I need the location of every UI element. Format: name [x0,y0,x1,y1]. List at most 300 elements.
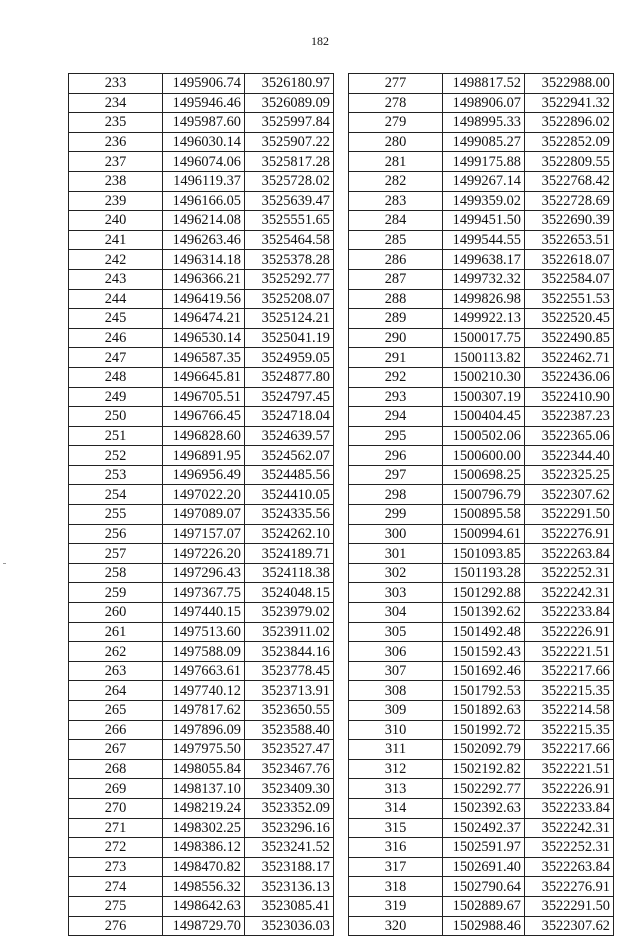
point-number-cell: 296 [349,446,443,466]
y-coordinate-cell: 3522896.02 [525,113,614,133]
y-coordinate-cell: 3524797.45 [245,387,334,407]
x-coordinate-cell: 1498729.70 [163,916,245,936]
x-coordinate-cell: 1502292.77 [443,779,525,799]
y-coordinate-cell: 3523188.17 [245,857,334,877]
x-coordinate-cell: 1502691.40 [443,857,525,877]
x-coordinate-cell: 1501692.46 [443,661,525,681]
x-coordinate-cell: 1497022.20 [163,485,245,505]
x-coordinate-cell: 1498642.63 [163,896,245,916]
table-row [69,563,334,583]
table-row [69,191,334,211]
y-coordinate-cell: 3525378.28 [245,250,334,270]
point-number-cell: 283 [349,191,443,211]
table-row [69,446,334,466]
x-coordinate-cell: 1497817.62 [163,701,245,721]
y-coordinate-cell: 3524485.56 [245,465,334,485]
table-row [349,367,614,387]
table-row [69,289,334,309]
point-number-cell: 257 [69,544,163,564]
y-coordinate-cell: 3522387.23 [525,407,614,427]
x-coordinate-cell: 1500404.45 [443,407,525,427]
table-row [69,152,334,172]
table-row [69,426,334,446]
x-coordinate-cell: 1496263.46 [163,230,245,250]
y-coordinate-cell: 3524959.05 [245,348,334,368]
x-coordinate-cell: 1501492.48 [443,622,525,642]
point-number-cell: 274 [69,877,163,897]
table-row [69,603,334,623]
y-coordinate-cell: 3524189.71 [245,544,334,564]
point-number-cell: 294 [349,407,443,427]
x-coordinate-cell: 1501592.43 [443,642,525,662]
x-coordinate-cell: 1502092.79 [443,740,525,760]
y-coordinate-cell: 3523650.55 [245,701,334,721]
y-coordinate-cell: 3524262.10 [245,524,334,544]
y-coordinate-cell: 3524118.38 [245,563,334,583]
table-row [349,701,614,721]
table-row [349,485,614,505]
point-number-cell: 281 [349,152,443,172]
point-number-cell: 269 [69,779,163,799]
x-coordinate-cell: 1496474.21 [163,309,245,329]
x-coordinate-cell: 1496530.14 [163,328,245,348]
x-coordinate-cell: 1496074.06 [163,152,245,172]
y-coordinate-cell: 3525292.77 [245,269,334,289]
y-coordinate-cell: 3522226.91 [525,779,614,799]
x-coordinate-cell: 1502988.46 [443,916,525,936]
table-row [349,328,614,348]
x-coordinate-cell: 1502192.82 [443,759,525,779]
table-row [69,250,334,270]
point-number-cell: 244 [69,289,163,309]
point-number-cell: 258 [69,563,163,583]
x-coordinate-cell: 1499922.13 [443,309,525,329]
point-number-cell: 318 [349,877,443,897]
table-row [69,701,334,721]
table-row [349,622,614,642]
x-coordinate-cell: 1497975.50 [163,740,245,760]
x-coordinate-cell: 1501992.72 [443,720,525,740]
point-number-cell: 266 [69,720,163,740]
table-row [349,465,614,485]
y-coordinate-cell: 3525817.28 [245,152,334,172]
point-number-cell: 311 [349,740,443,760]
y-coordinate-cell: 3522436.06 [525,367,614,387]
point-number-cell: 247 [69,348,163,368]
point-number-cell: 313 [349,779,443,799]
point-number-cell: 312 [349,759,443,779]
table-row [349,74,614,94]
y-coordinate-cell: 3523844.16 [245,642,334,662]
table-row [349,446,614,466]
y-coordinate-cell: 3522410.90 [525,387,614,407]
x-coordinate-cell: 1497296.43 [163,563,245,583]
y-coordinate-cell: 3522852.09 [525,132,614,152]
y-coordinate-cell: 3522263.84 [525,544,614,564]
y-coordinate-cell: 3522768.42 [525,171,614,191]
table-row [349,877,614,897]
table-row [69,838,334,858]
point-number-cell: 306 [349,642,443,662]
point-number-cell: 262 [69,642,163,662]
x-coordinate-cell: 1500698.25 [443,465,525,485]
x-coordinate-cell: 1495946.46 [163,93,245,113]
table-row [349,759,614,779]
point-number-cell: 267 [69,740,163,760]
point-number-cell: 265 [69,701,163,721]
point-number-cell: 295 [349,426,443,446]
x-coordinate-cell: 1496214.08 [163,211,245,231]
x-coordinate-cell: 1499544.55 [443,230,525,250]
point-number-cell: 270 [69,798,163,818]
y-coordinate-cell: 3522221.51 [525,642,614,662]
y-coordinate-cell: 3522276.91 [525,524,614,544]
table-row [69,798,334,818]
y-coordinate-cell: 3522221.51 [525,759,614,779]
point-number-cell: 303 [349,583,443,603]
table-row [349,230,614,250]
y-coordinate-cell: 3522291.50 [525,896,614,916]
point-number-cell: 301 [349,544,443,564]
point-number-cell: 319 [349,896,443,916]
y-coordinate-cell: 3522941.32 [525,93,614,113]
y-coordinate-cell: 3524877.80 [245,367,334,387]
x-coordinate-cell: 1496419.56 [163,289,245,309]
table-row [349,838,614,858]
y-coordinate-cell: 3526180.97 [245,74,334,94]
y-coordinate-cell: 3525728.02 [245,171,334,191]
x-coordinate-cell: 1497440.15 [163,603,245,623]
y-coordinate-cell: 3522551.53 [525,289,614,309]
point-number-cell: 233 [69,74,163,94]
point-number-cell: 273 [69,857,163,877]
point-number-cell: 305 [349,622,443,642]
y-coordinate-cell: 3522988.00 [525,74,614,94]
table-row [69,779,334,799]
table-row [69,132,334,152]
table-row [349,740,614,760]
y-coordinate-cell: 3525551.65 [245,211,334,231]
x-coordinate-cell: 1498386.12 [163,838,245,858]
x-coordinate-cell: 1496119.37 [163,171,245,191]
table-row [69,877,334,897]
x-coordinate-cell: 1502492.37 [443,818,525,838]
x-coordinate-cell: 1499451.50 [443,211,525,231]
table-row [69,269,334,289]
y-coordinate-cell: 3523588.40 [245,720,334,740]
point-number-cell: 240 [69,211,163,231]
table-row [69,681,334,701]
table-row [69,661,334,681]
table-row [349,250,614,270]
table-row [349,113,614,133]
point-number-cell: 279 [349,113,443,133]
table-row [349,798,614,818]
x-coordinate-cell: 1496166.05 [163,191,245,211]
point-number-cell: 237 [69,152,163,172]
y-coordinate-cell: 3523296.16 [245,818,334,838]
table-row [349,132,614,152]
y-coordinate-cell: 3522242.31 [525,583,614,603]
y-coordinate-cell: 3525041.19 [245,328,334,348]
point-number-cell: 243 [69,269,163,289]
point-number-cell: 251 [69,426,163,446]
table-row [69,485,334,505]
point-number-cell: 298 [349,485,443,505]
x-coordinate-cell: 1500113.82 [443,348,525,368]
point-number-cell: 272 [69,838,163,858]
y-coordinate-cell: 3525907.22 [245,132,334,152]
point-number-cell: 316 [349,838,443,858]
table-row [69,740,334,760]
point-number-cell: 254 [69,485,163,505]
point-number-cell: 304 [349,603,443,623]
y-coordinate-cell: 3524410.05 [245,485,334,505]
x-coordinate-cell: 1495987.60 [163,113,245,133]
point-number-cell: 284 [349,211,443,231]
table-row [69,465,334,485]
table-row [349,681,614,701]
y-coordinate-cell: 3525464.58 [245,230,334,250]
point-number-cell: 278 [349,93,443,113]
point-number-cell: 241 [69,230,163,250]
table-row [349,896,614,916]
y-coordinate-cell: 3525208.07 [245,289,334,309]
point-number-cell: 299 [349,505,443,525]
y-coordinate-cell: 3523352.09 [245,798,334,818]
point-number-cell: 268 [69,759,163,779]
y-coordinate-cell: 3523778.45 [245,661,334,681]
table-row [69,583,334,603]
table-row [69,74,334,94]
point-number-cell: 280 [349,132,443,152]
y-coordinate-cell: 3523527.47 [245,740,334,760]
y-coordinate-cell: 3522233.84 [525,603,614,623]
y-coordinate-cell: 3522252.31 [525,563,614,583]
y-coordinate-cell: 3522653.51 [525,230,614,250]
point-number-cell: 290 [349,328,443,348]
point-number-cell: 263 [69,661,163,681]
x-coordinate-cell: 1502591.97 [443,838,525,858]
y-coordinate-cell: 3522215.35 [525,681,614,701]
y-coordinate-cell: 3522618.07 [525,250,614,270]
table-row [69,896,334,916]
x-coordinate-cell: 1499732.32 [443,269,525,289]
point-number-cell: 302 [349,563,443,583]
coordinate-table-left [68,73,334,936]
y-coordinate-cell: 3522307.62 [525,916,614,936]
x-coordinate-cell: 1499175.88 [443,152,525,172]
y-coordinate-cell: 3522242.31 [525,818,614,838]
x-coordinate-cell: 1499826.98 [443,289,525,309]
point-number-cell: 285 [349,230,443,250]
x-coordinate-cell: 1499085.27 [443,132,525,152]
point-number-cell: 276 [69,916,163,936]
table-row [69,759,334,779]
point-number-cell: 307 [349,661,443,681]
x-coordinate-cell: 1502790.64 [443,877,525,897]
table-row [69,309,334,329]
point-number-cell: 235 [69,113,163,133]
x-coordinate-cell: 1496956.49 [163,465,245,485]
y-coordinate-cell: 3523409.30 [245,779,334,799]
x-coordinate-cell: 1500600.00 [443,446,525,466]
x-coordinate-cell: 1498055.84 [163,759,245,779]
point-number-cell: 293 [349,387,443,407]
x-coordinate-cell: 1497089.07 [163,505,245,525]
table-row [349,171,614,191]
point-number-cell: 308 [349,681,443,701]
y-coordinate-cell: 3522215.35 [525,720,614,740]
table-row [69,818,334,838]
x-coordinate-cell: 1501193.28 [443,563,525,583]
x-coordinate-cell: 1500994.61 [443,524,525,544]
point-number-cell: 246 [69,328,163,348]
y-coordinate-cell: 3524048.15 [245,583,334,603]
table-row [69,916,334,936]
x-coordinate-cell: 1498470.82 [163,857,245,877]
table-row [69,348,334,368]
x-coordinate-cell: 1498817.52 [443,74,525,94]
point-number-cell: 315 [349,818,443,838]
table-row [349,309,614,329]
table-row [349,524,614,544]
point-number-cell: 256 [69,524,163,544]
coordinate-table-right [348,73,614,936]
x-coordinate-cell: 1500017.75 [443,328,525,348]
y-coordinate-cell: 3525997.84 [245,113,334,133]
table-row [349,348,614,368]
y-coordinate-cell: 3522490.85 [525,328,614,348]
y-coordinate-cell: 3522690.39 [525,211,614,231]
y-coordinate-cell: 3524718.04 [245,407,334,427]
table-row [69,387,334,407]
x-coordinate-cell: 1498556.32 [163,877,245,897]
y-coordinate-cell: 3522728.69 [525,191,614,211]
point-number-cell: 310 [349,720,443,740]
point-number-cell: 289 [349,309,443,329]
table-row [69,407,334,427]
x-coordinate-cell: 1496587.35 [163,348,245,368]
point-number-cell: 234 [69,93,163,113]
x-coordinate-cell: 1501792.53 [443,681,525,701]
x-coordinate-cell: 1497663.61 [163,661,245,681]
table-row [69,524,334,544]
y-coordinate-cell: 3522462.71 [525,348,614,368]
table-row [349,505,614,525]
table-row [349,544,614,564]
table-row [69,367,334,387]
x-coordinate-cell: 1497588.09 [163,642,245,662]
table-row [349,720,614,740]
x-coordinate-cell: 1496828.60 [163,426,245,446]
y-coordinate-cell: 3524335.56 [245,505,334,525]
x-coordinate-cell: 1496645.81 [163,367,245,387]
x-coordinate-cell: 1497226.20 [163,544,245,564]
y-coordinate-cell: 3522217.66 [525,661,614,681]
x-coordinate-cell: 1500307.19 [443,387,525,407]
x-coordinate-cell: 1499359.02 [443,191,525,211]
table-row [349,603,614,623]
table-row [69,622,334,642]
table-row [349,211,614,231]
point-number-cell: 250 [69,407,163,427]
table-row [69,505,334,525]
y-coordinate-cell: 3522252.31 [525,838,614,858]
y-coordinate-cell: 3522325.25 [525,465,614,485]
y-coordinate-cell: 3526089.09 [245,93,334,113]
y-coordinate-cell: 3524562.07 [245,446,334,466]
table-row [69,857,334,877]
x-coordinate-cell: 1501093.85 [443,544,525,564]
table-row [69,720,334,740]
table-row [349,191,614,211]
x-coordinate-cell: 1496366.21 [163,269,245,289]
x-coordinate-cell: 1498995.33 [443,113,525,133]
y-coordinate-cell: 3522276.91 [525,877,614,897]
point-number-cell: 282 [349,171,443,191]
table-row [349,289,614,309]
table-row [69,230,334,250]
x-coordinate-cell: 1497513.60 [163,622,245,642]
point-number-cell: 252 [69,446,163,466]
table-row [349,818,614,838]
table-row [69,171,334,191]
point-number-cell: 260 [69,603,163,623]
point-number-cell: 286 [349,250,443,270]
point-number-cell: 300 [349,524,443,544]
point-number-cell: 297 [349,465,443,485]
point-number-cell: 259 [69,583,163,603]
table-row [349,916,614,936]
y-coordinate-cell: 3522344.40 [525,446,614,466]
y-coordinate-cell: 3523036.03 [245,916,334,936]
point-number-cell: 255 [69,505,163,525]
x-coordinate-cell: 1501392.62 [443,603,525,623]
x-coordinate-cell: 1500895.58 [443,505,525,525]
point-number-cell: 314 [349,798,443,818]
x-coordinate-cell: 1502392.63 [443,798,525,818]
x-coordinate-cell: 1497740.12 [163,681,245,701]
x-coordinate-cell: 1496030.14 [163,132,245,152]
point-number-cell: 253 [69,465,163,485]
table-row [69,544,334,564]
x-coordinate-cell: 1496314.18 [163,250,245,270]
y-coordinate-cell: 3522233.84 [525,798,614,818]
y-coordinate-cell: 3522214.58 [525,701,614,721]
point-number-cell: 277 [349,74,443,94]
point-number-cell: 236 [69,132,163,152]
table-row [349,407,614,427]
y-coordinate-cell: 3523136.13 [245,877,334,897]
y-coordinate-cell: 3522217.66 [525,740,614,760]
point-number-cell: 238 [69,171,163,191]
point-number-cell: 317 [349,857,443,877]
x-coordinate-cell: 1501892.63 [443,701,525,721]
x-coordinate-cell: 1499267.14 [443,171,525,191]
x-coordinate-cell: 1496891.95 [163,446,245,466]
point-number-cell: 248 [69,367,163,387]
x-coordinate-cell: 1498137.10 [163,779,245,799]
x-coordinate-cell: 1500796.79 [443,485,525,505]
y-coordinate-cell: 3523467.76 [245,759,334,779]
y-coordinate-cell: 3522291.50 [525,505,614,525]
point-number-cell: 291 [349,348,443,368]
table-row [69,211,334,231]
table-row [349,857,614,877]
x-coordinate-cell: 1502889.67 [443,896,525,916]
table-row [69,328,334,348]
